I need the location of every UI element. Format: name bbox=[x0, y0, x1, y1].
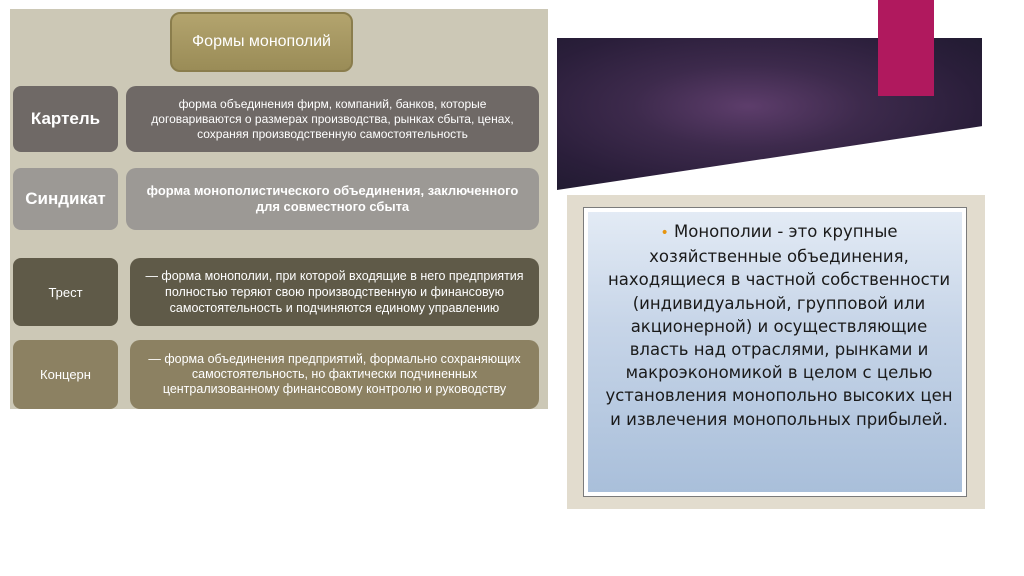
definition-text-block bbox=[604, 220, 954, 431]
label-concern: Концерн bbox=[13, 340, 118, 409]
bullet-icon: • bbox=[660, 225, 669, 241]
desc-cartel: форма объединения фирм, компаний, банков, которые договариваются о размерах производства, рынках сбыта, ценах, сохраняя производственную самостоятельность bbox=[126, 86, 539, 152]
decorative-magenta-bar bbox=[878, 0, 934, 96]
label-trust: Трест bbox=[13, 258, 118, 326]
label-syndicate: Синдикат bbox=[13, 168, 118, 230]
definition-text: Монополии - это крупные хозяйственные объединения, находящиеся в частной собственности (индивидуальной, групповой или акционерной) и осуществляющие власть над отраслями, рынками и макроэкономикой в целом с целью установления монопольно высоких цен и извлечения монопольных прибылей. bbox=[605, 222, 953, 429]
desc-concern: — форма объединения предприятий, формально сохраняющих самостоятельность, но фактически подчиненных централизованному финансовому контролю и руководству bbox=[130, 340, 539, 409]
label-cartel: Картель bbox=[13, 86, 118, 152]
monopoly-forms-diagram bbox=[10, 9, 548, 409]
desc-trust: — форма монополии, при которой входящие в него предприятия полностью теряют свою производственную и финансовую самостоятельность и подчиняются единому управлению bbox=[130, 258, 539, 326]
definition-card bbox=[567, 195, 985, 509]
diagram-title: Формы монополий bbox=[170, 12, 353, 72]
desc-syndicate: форма монополистического объединения, заключенного для совместного сбыта bbox=[126, 168, 539, 230]
definition-frame bbox=[584, 208, 966, 496]
